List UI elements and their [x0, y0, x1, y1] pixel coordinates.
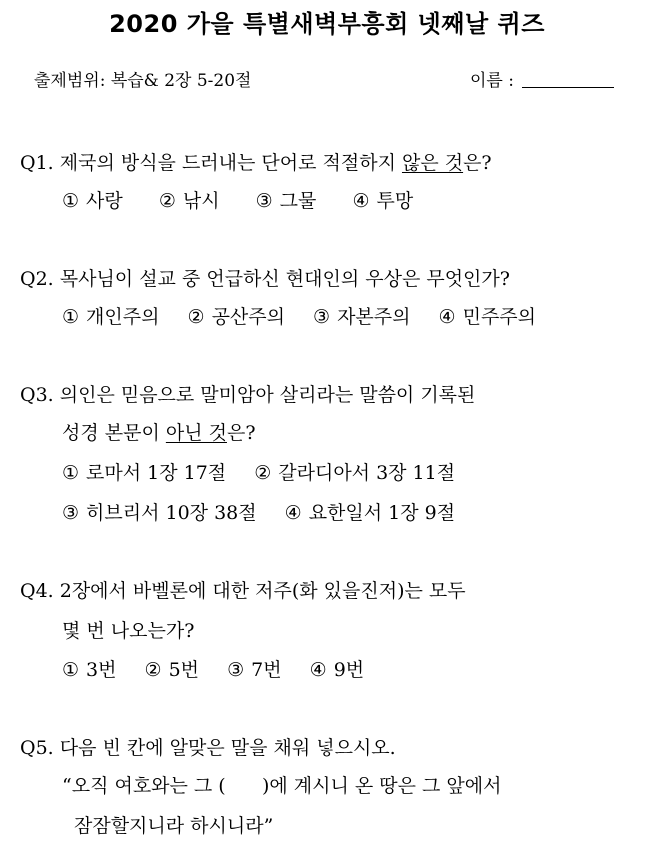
question-1-text: Q1. 제국의 방식을 드러내는 단어로 적절하지 [20, 152, 402, 174]
name-label: 이름 : [470, 71, 514, 91]
option: ③ 7번 [227, 659, 282, 681]
option: ④ 9번 [309, 659, 365, 681]
name-blank-line [522, 71, 614, 88]
name-field [470, 66, 614, 91]
question-3-underlined: 아닌 것 [165, 422, 227, 444]
question-3-options-row-1 [62, 460, 455, 486]
option: ② 낚시 [158, 190, 220, 212]
question-3-line-1: Q3. 의인은 믿음으로 말미암아 살리라는 말씀이 기록된 [20, 384, 476, 406]
option: ① 로마서 1장 17절 [62, 462, 227, 484]
question-1 [20, 150, 492, 176]
question-2-options [62, 304, 536, 330]
option: ③ 그물 [255, 190, 317, 212]
question-1-underlined: 않은 것 [401, 152, 464, 174]
option: ③ 자본주의 [313, 306, 411, 328]
question-5-line-3: 잠잠할지니라 하시니라” [74, 815, 274, 837]
exam-range: 출제범위: 복습& 2장 5-20절 [34, 71, 252, 91]
question-4-options [62, 657, 364, 683]
option: ① 사랑 [62, 190, 123, 212]
option: ② 5번 [144, 659, 200, 681]
question-2: Q2. 목사님이 설교 중 언급하신 현대인의 우상은 무엇인가? [20, 268, 510, 290]
question-5-line-1: Q5. 다음 빈 칸에 알맞은 말을 채워 넣으시오. [20, 737, 396, 759]
option: ② 공산주의 [187, 306, 285, 328]
question-4-line-2: 몇 번 나오는가? [62, 620, 195, 642]
option: ④ 민주주의 [438, 306, 537, 328]
option: ① 개인주의 [62, 306, 160, 328]
option: ④ 투망 [352, 190, 414, 212]
question-4-line-1: Q4. 2장에서 바벨론에 대한 저주(화 있을진저)는 모두 [20, 580, 466, 602]
question-3-line-2: 성경 본문이 아닌 것은? [62, 422, 256, 444]
question-1-options [62, 188, 413, 214]
quiz-title: 2020 가을 특별새벽부흥회 넷째날 퀴즈 [109, 10, 545, 38]
option: ① 3번 [62, 659, 117, 681]
option: ② 갈라디아서 3장 11절 [254, 462, 456, 484]
question-5-line-2: “오직 여호와는 그 ( )에 계시니 온 땅은 그 앞에서 [62, 775, 502, 797]
question-1-suffix: 은? [463, 152, 492, 174]
option: ④ 요한일서 1장 9절 [284, 502, 456, 524]
option: ③ 히브리서 10장 38절 [62, 502, 257, 524]
question-3-options-row-2 [62, 500, 455, 526]
